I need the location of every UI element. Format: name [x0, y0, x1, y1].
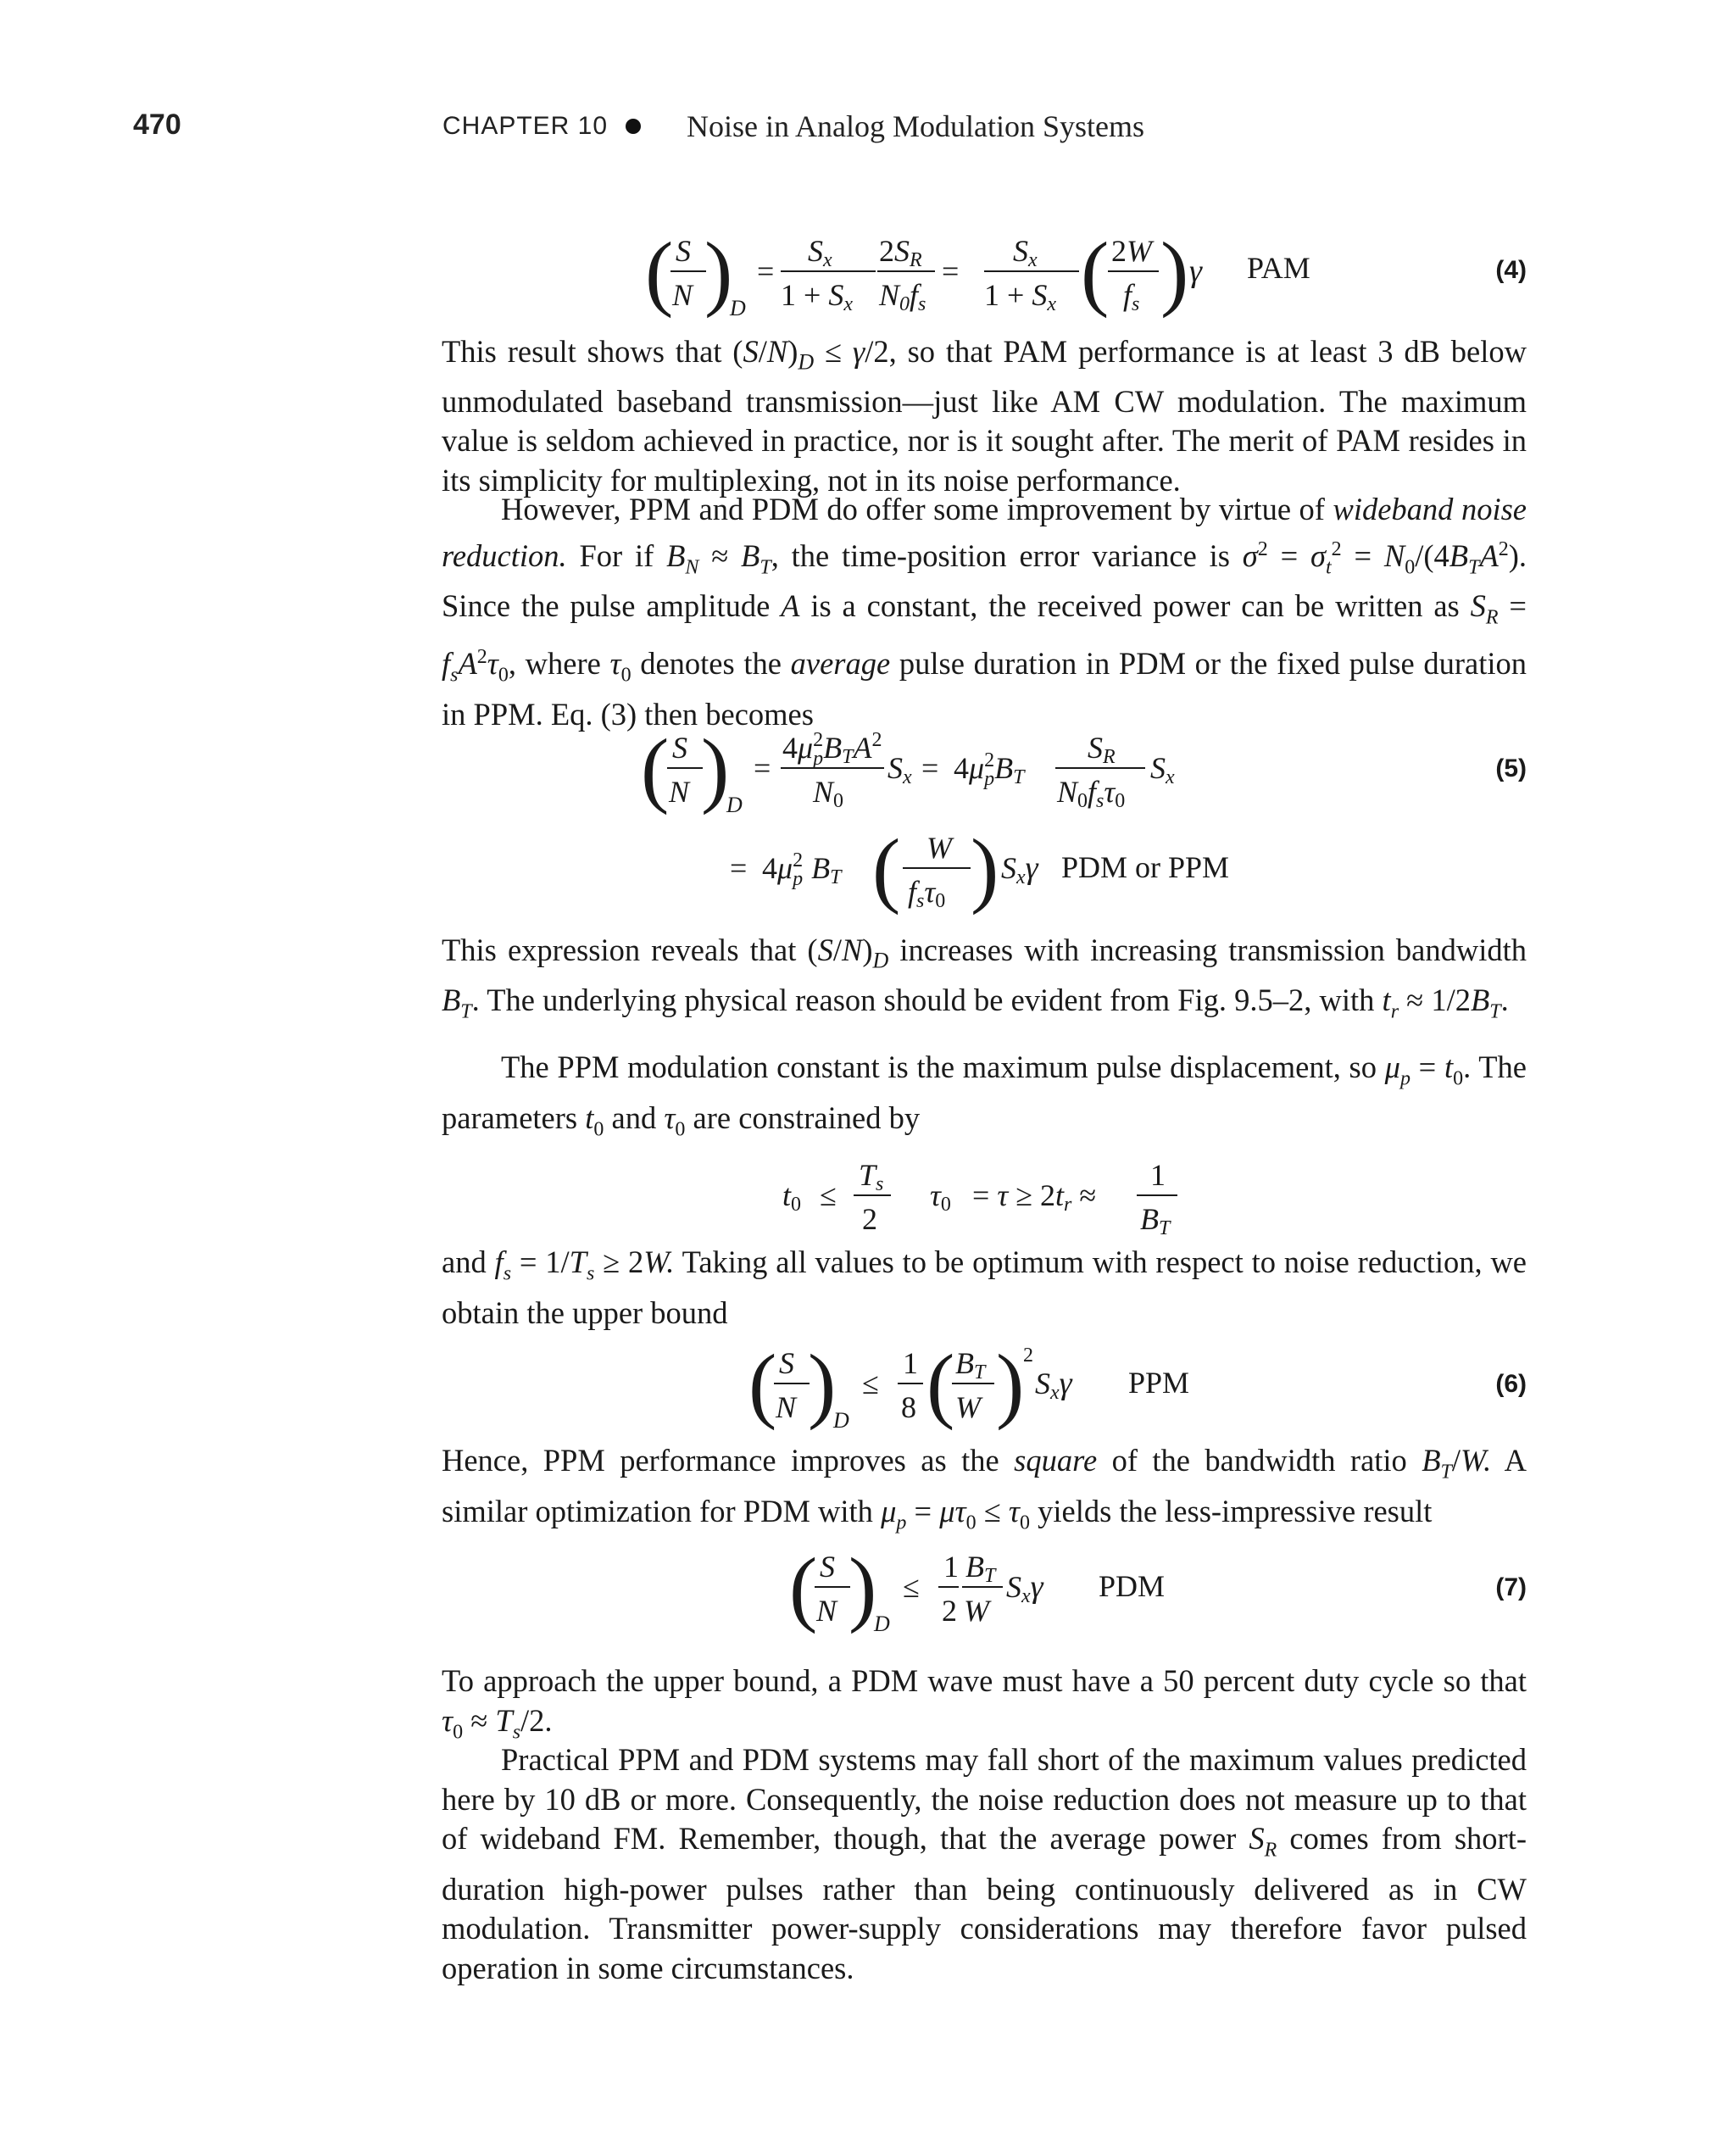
equation-4-label: PAM [1247, 251, 1310, 285]
equation-5-math [442, 707, 1527, 919]
equation-7-math [442, 1534, 1527, 1636]
svg-text:Sxγ: Sxγ [1035, 1366, 1072, 1404]
svg-text:): ) [704, 225, 733, 319]
svg-text:1: 1 [903, 1346, 918, 1380]
svg-text:(: ( [789, 1540, 818, 1634]
svg-text:≤: ≤ [862, 1367, 879, 1400]
svg-text:2: 2 [1023, 1345, 1033, 1367]
svg-text:SR: SR [1088, 731, 1116, 768]
svg-text:= τ ≥ 2tr ≈: = τ ≥ 2tr ≈ [972, 1178, 1097, 1216]
svg-text:4μp2BT: $4\mu_p2$ BT [762, 849, 842, 890]
equation-4-math [442, 222, 1527, 324]
svg-text:4μp2BT: $4\mu_p2BT$ [954, 749, 1025, 790]
svg-text:N: N [776, 1390, 797, 1424]
chapter-label: CHAPTER 10 [442, 112, 609, 140]
svg-text:N: N [816, 1594, 837, 1628]
svg-text:): ) [808, 1337, 837, 1431]
svg-text:(: ( [645, 225, 674, 319]
svg-text:=: = [754, 751, 771, 785]
svg-text:N: N [672, 278, 693, 312]
svg-text:τ0: τ0 [930, 1178, 951, 1216]
equation-6-math [442, 1331, 1527, 1433]
svg-text:W: W [955, 1390, 981, 1424]
svg-text:4μp2BTA2: $4\mu_p2BTA^2$ [782, 729, 882, 770]
svg-text:1 + Sx: 1 + Sx [781, 278, 853, 315]
paragraph-7: To approach the upper bound, a PDM wave must have a 50 percent duty cycle so that $\tau_0 \approx T_s/2$. [442, 1663, 1527, 1743]
equation-5-number: (5) [1495, 754, 1527, 782]
bullet-icon [626, 119, 641, 134]
paragraph-3: This expression reveals that $(S/N)_D$ increases with increasing transmission bandwidth $B_T$. The underlying physical reason should be evident from Fig. 9.5–2, with $t_r \approx 1/2B_T$. [442, 933, 1527, 1023]
running-head [0, 109, 1736, 151]
svg-text:2SR: 2SR [879, 234, 922, 271]
svg-text:D: D [833, 1408, 849, 1433]
svg-text:N0: N0 [813, 775, 844, 812]
svg-text:D: D [730, 296, 746, 320]
equation-7-number: (7) [1495, 1573, 1527, 1601]
equation-5 [442, 707, 1527, 919]
svg-text:): ) [971, 821, 999, 916]
svg-text:BT: BT [955, 1346, 986, 1383]
chapter-title: Noise in Analog Modulation Systems [687, 109, 1144, 143]
svg-text:8: 8 [901, 1390, 916, 1424]
svg-text:(: ( [872, 821, 901, 916]
svg-text:≤: ≤ [903, 1570, 920, 1604]
svg-text:N0fsτ0: N0fsτ0 [1057, 775, 1126, 812]
equation-5-label: PDM or PPM [1061, 850, 1230, 884]
svg-text:Sxγ: Sxγ [1001, 850, 1038, 888]
svg-text:(: ( [1081, 225, 1110, 319]
svg-text:Sxγ: Sxγ [1006, 1569, 1043, 1607]
svg-text:1: 1 [1150, 1158, 1166, 1192]
equation-7 [442, 1534, 1527, 1636]
svg-text:=: = [757, 254, 775, 288]
svg-text:D: D [874, 1612, 890, 1636]
equation-6-label: PPM [1128, 1366, 1190, 1400]
svg-text:D: D [726, 793, 743, 817]
equation-4 [442, 222, 1527, 324]
equation-6-number: (6) [1495, 1370, 1527, 1398]
paragraph-6: Hence, PPM performance improves as the square of the bandwidth ratio $B_T/W$. A similar optimization for PDM with $\mu_p = \mu\tau_0 \le \tau_0$ yields the less-impressive result [442, 1443, 1527, 1534]
page-number: 470 [133, 109, 181, 141]
svg-text:2: 2 [942, 1594, 957, 1628]
svg-text:(: ( [748, 1337, 777, 1431]
svg-text:Ts: Ts [859, 1158, 884, 1195]
paragraph-5: and $f_s = 1/T_s \ge 2W$. Taking all values to be optimum with respect to noise reduction, we obtain the upper bound [442, 1244, 1527, 1330]
svg-text:fs: fs [1123, 278, 1140, 315]
svg-text:): ) [701, 721, 730, 816]
svg-text:=: = [942, 254, 960, 288]
svg-text:Sx: Sx [887, 751, 912, 788]
svg-text:S: S [779, 1346, 794, 1380]
equation-7-label: PDM [1099, 1569, 1166, 1603]
svg-text:γ: γ [1189, 253, 1202, 289]
svg-text:S: S [672, 731, 687, 765]
equation-6 [442, 1331, 1527, 1433]
svg-text:Sx: Sx [1150, 751, 1175, 788]
svg-text:Sx: Sx [808, 234, 832, 271]
svg-text:(: ( [641, 721, 670, 816]
svg-text:S: S [676, 234, 691, 268]
svg-text:=: = [921, 751, 939, 785]
equation-4-number: (4) [1495, 256, 1527, 284]
svg-text:=: = [730, 851, 748, 885]
svg-text:BT: BT [965, 1550, 996, 1587]
svg-text:N: N [669, 775, 690, 809]
constraint-equation [442, 1144, 1527, 1238]
svg-text:W: W [926, 831, 952, 865]
paragraph-1: This result shows that $(S/N)_D \le \gamma/2$, so that PAM performance is at least 3 dB below unmodulated baseband transmission—just like AM CW modulation. The maximum value is seldom achieved in practice, nor is it sought after. The merit of PAM resides in its simplicity for multiplexing, not in its noise performance. [442, 334, 1527, 498]
svg-text:S: S [820, 1550, 835, 1584]
svg-text:1 + Sx: 1 + Sx [984, 278, 1056, 315]
svg-text:fsτ0: fsτ0 [908, 875, 946, 912]
paragraph-4: The PPM modulation constant is the maximum pulse displacement, so $\mu_p = t_0$. The parameters $t_0$ and $\tau_0$ are constrained by [442, 1049, 1527, 1141]
svg-text:BT: BT [1140, 1202, 1171, 1239]
svg-text:): ) [849, 1540, 877, 1634]
svg-text:1: 1 [943, 1550, 959, 1584]
svg-text:Sx: Sx [1013, 234, 1038, 271]
constraint-equation-math [442, 1144, 1527, 1238]
svg-text:2W: 2W [1111, 234, 1152, 268]
svg-text:N0fs: N0fs [879, 278, 926, 315]
svg-text:2: 2 [862, 1202, 877, 1236]
svg-text:≤: ≤ [820, 1178, 837, 1212]
paragraph-8: Practical PPM and PDM systems may fall short of the maximum values predicted here by 10 dB or more. Consequently, the noise reduction does not measure up to that of wideband FM. Remember, though, that the average power $S_R$ comes from short-duration high-power pulses rather than being continuously delivered as in CW modulation. Transmitter power-supply considerations may therefore favor pulsed operation in some circumstances. [442, 1742, 1527, 1985]
svg-text:(: ( [926, 1337, 955, 1431]
svg-text:W: W [964, 1594, 989, 1628]
svg-text:t0: t0 [782, 1178, 802, 1216]
svg-text:): ) [996, 1337, 1025, 1431]
svg-text:): ) [1160, 225, 1189, 319]
paragraph-2: However, PPM and PDM do offer some improvement by virtue of wideband noise reduction. For if $B_N \approx B_T$, the time-position error variance is $\sigma^2 = \sigma_t^2 = N_0/(4B_TA^2)$. Since the pulse amplitude A is a constant, the received power can be written as $S_R = f_sA^2\tau_0$, where $\tau_0$ denotes the average pulse duration in PDM or the fixed pulse duration in PPM. Eq. (3) then becomes [442, 492, 1527, 732]
